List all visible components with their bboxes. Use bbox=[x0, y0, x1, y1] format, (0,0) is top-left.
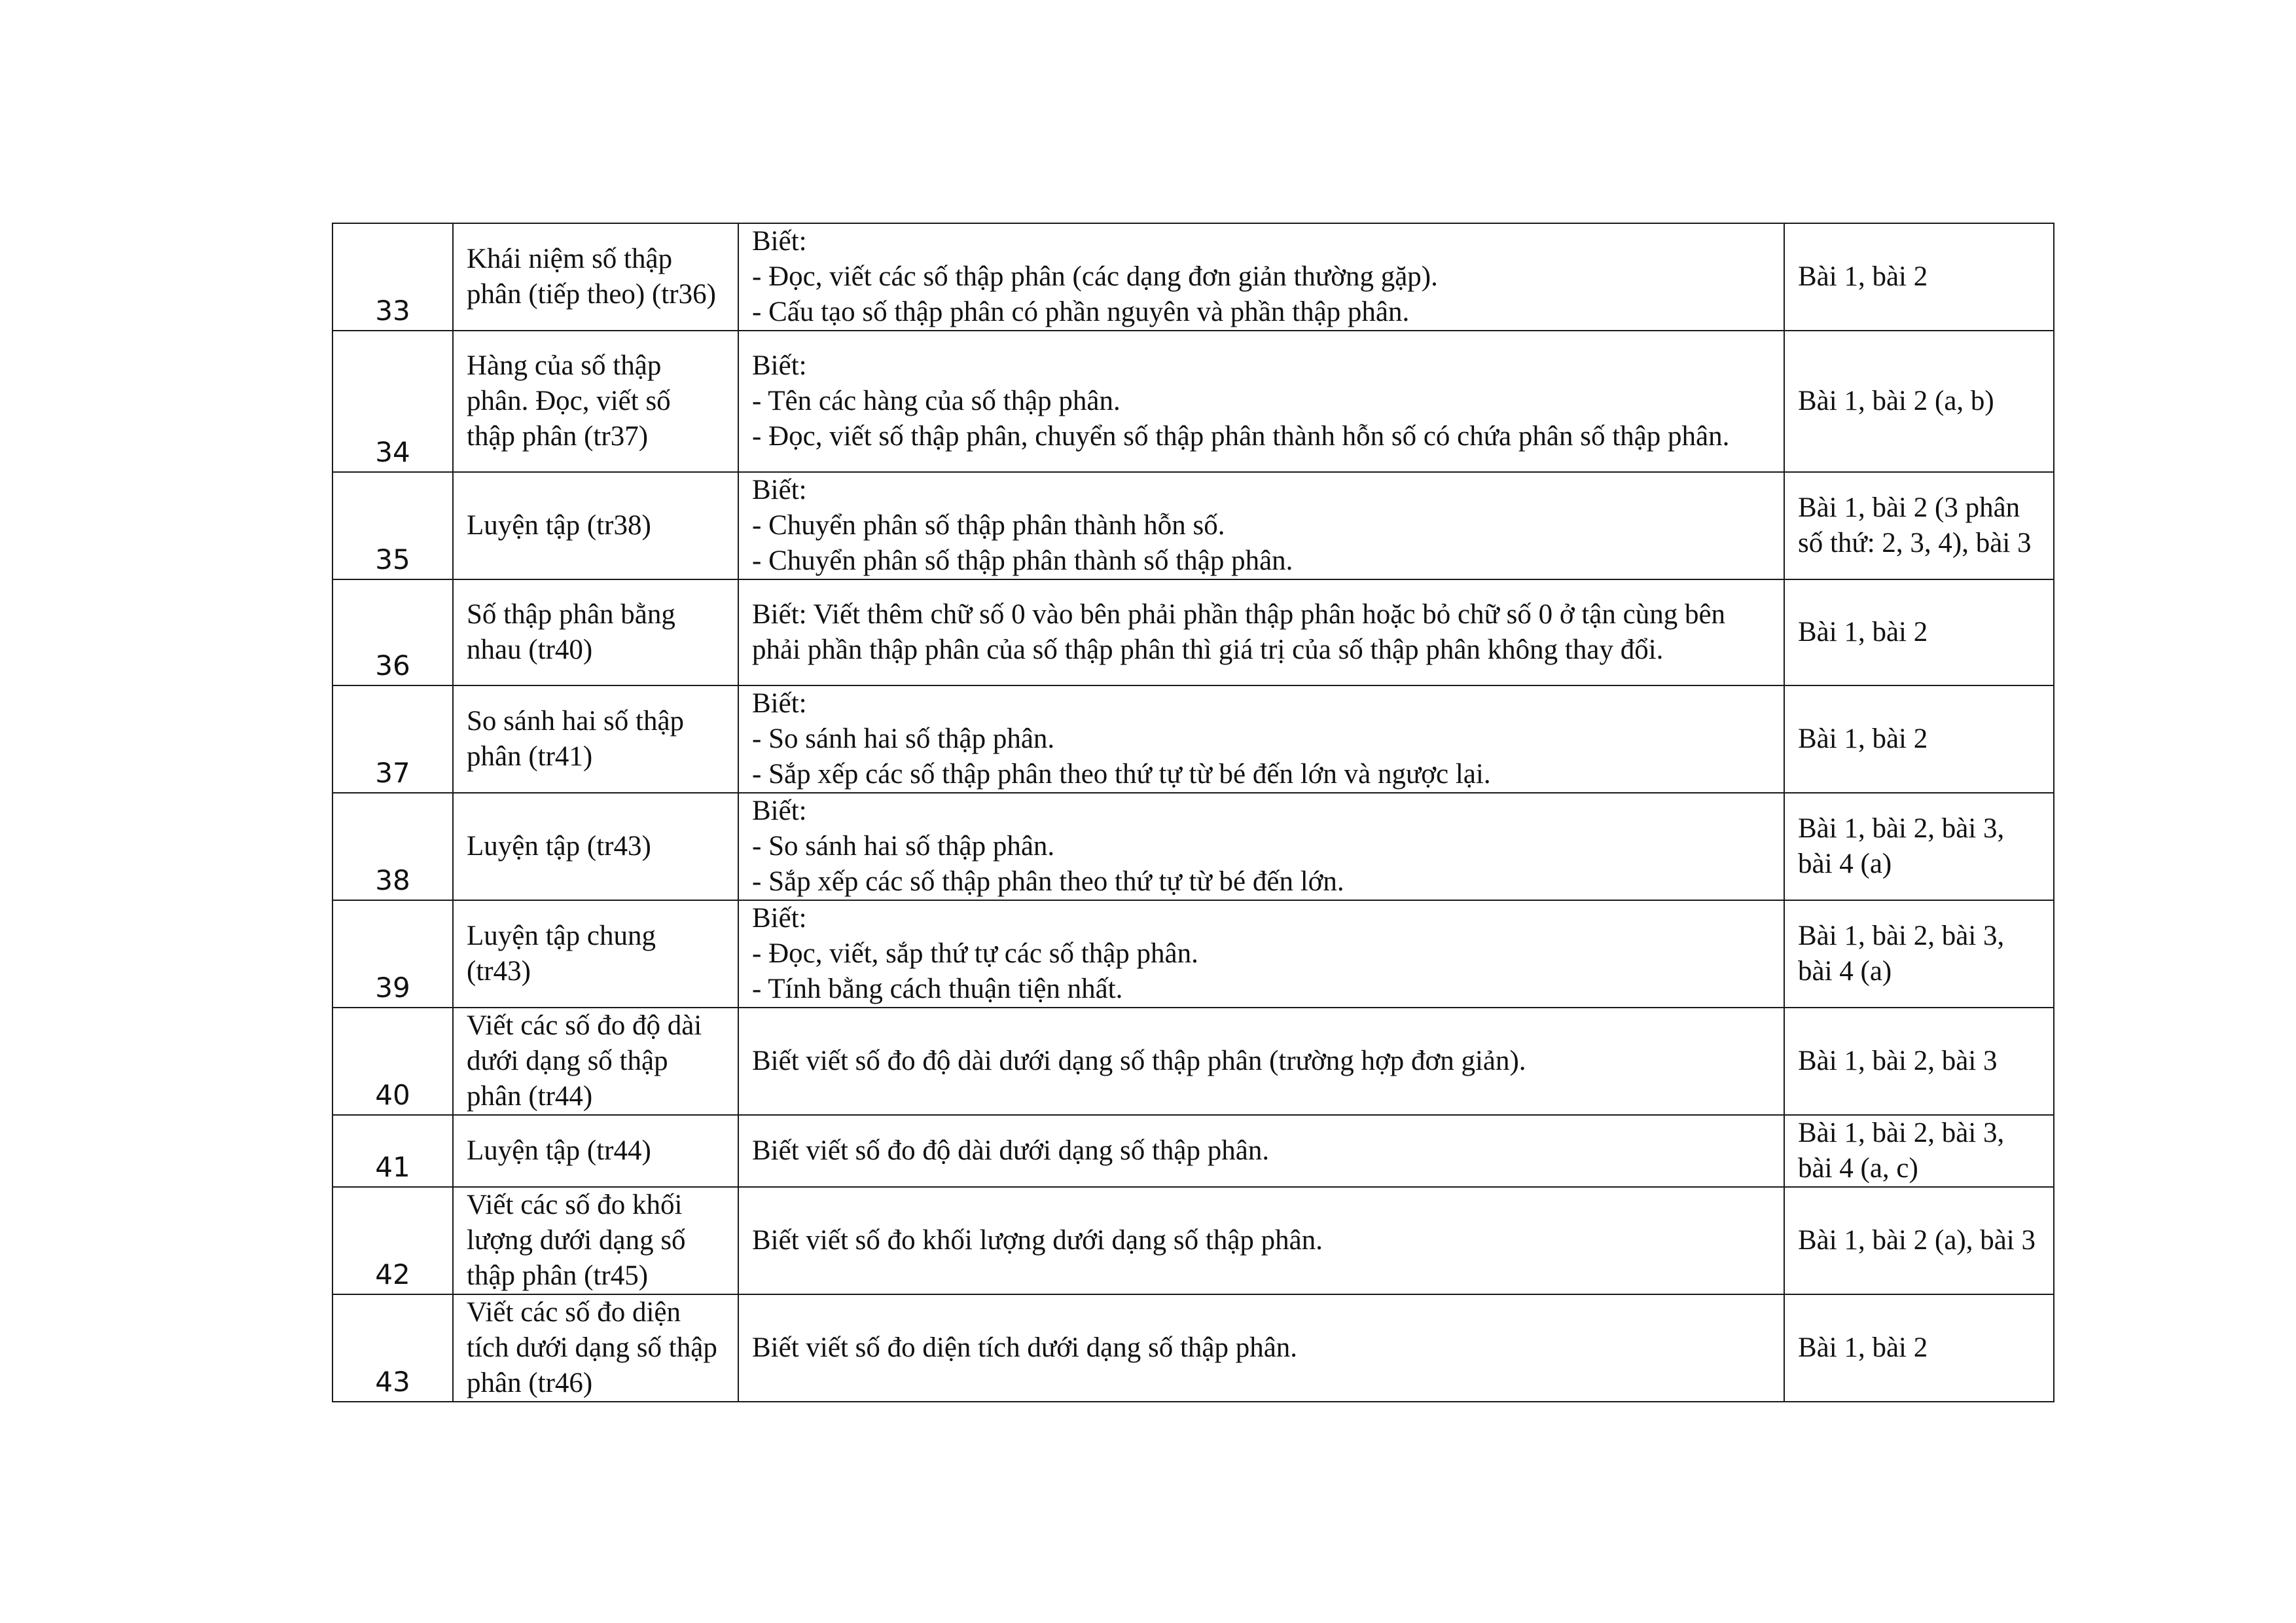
requirement-line: - Tính bằng cách thuận tiện nhất. bbox=[752, 974, 1123, 1004]
lesson-title: Viết các số đo khối lượng dưới dạng số thập phân (tr45) bbox=[453, 1187, 738, 1294]
lesson-exercises: Bài 1, bài 2, bài 3, bài 4 (a) bbox=[1784, 900, 2054, 1008]
requirement-line: Biết viết số đo độ dài dưới dạng số thập phân. bbox=[752, 1135, 1270, 1166]
requirement-line: Biết: bbox=[752, 795, 807, 826]
lesson-title: Khái niệm số thập phân (tiếp theo) (tr36) bbox=[453, 223, 738, 331]
lesson-requirements bbox=[738, 685, 1784, 793]
lesson-title: Luyện tập chung (tr43) bbox=[453, 900, 738, 1008]
requirement-line: Biết viết số đo khối lượng dưới dạng số thập phân. bbox=[752, 1225, 1323, 1256]
lesson-exercises: Bài 1, bài 2 bbox=[1784, 579, 2054, 685]
lesson-title: Luyện tập (tr43) bbox=[453, 793, 738, 900]
requirement-line: - Đọc, viết, sắp thứ tự các số thập phân. bbox=[752, 938, 1198, 969]
table-row bbox=[332, 685, 2054, 793]
lesson-title: Luyện tập (tr38) bbox=[453, 472, 738, 579]
lesson-number: 39 bbox=[332, 900, 453, 1008]
lesson-number: 37 bbox=[332, 685, 453, 793]
table-row bbox=[332, 331, 2054, 472]
lesson-table bbox=[332, 223, 2054, 1402]
requirement-line: - Sắp xếp các số thập phân theo thứ tự từ bé đến lớn. bbox=[752, 866, 1344, 897]
lesson-title: Hàng của số thập phân. Đọc, viết số thập phân (tr37) bbox=[453, 331, 738, 472]
lesson-requirements bbox=[738, 472, 1784, 579]
lesson-requirements bbox=[738, 1294, 1784, 1402]
lesson-number: 36 bbox=[332, 579, 453, 685]
lesson-exercises: Bài 1, bài 2 (a), bài 3 bbox=[1784, 1187, 2054, 1294]
requirement-line: - So sánh hai số thập phân. bbox=[752, 831, 1055, 862]
lesson-requirements bbox=[738, 900, 1784, 1008]
lesson-requirements bbox=[738, 223, 1784, 331]
requirement-line: - Tên các hàng của số thập phân. bbox=[752, 386, 1121, 416]
requirement-line: Biết: bbox=[752, 475, 807, 505]
lesson-requirements bbox=[738, 793, 1784, 900]
lesson-exercises: Bài 1, bài 2, bài 3, bài 4 (a) bbox=[1784, 793, 2054, 900]
lesson-number: 42 bbox=[332, 1187, 453, 1294]
table-row bbox=[332, 1008, 2054, 1115]
requirement-line: - Cấu tạo số thập phân có phần nguyên và phần thập phân. bbox=[752, 297, 1410, 327]
lesson-number: 41 bbox=[332, 1115, 453, 1187]
lesson-requirements bbox=[738, 1008, 1784, 1115]
requirement-line: Biết viết số đo độ dài dưới dạng số thập phân (trường hợp đơn giản). bbox=[752, 1046, 1526, 1076]
lesson-title: So sánh hai số thập phân (tr41) bbox=[453, 685, 738, 793]
requirement-line: - Chuyển phân số thập phân thành số thập phân. bbox=[752, 545, 1293, 576]
lesson-number: 38 bbox=[332, 793, 453, 900]
requirement-line: - Sắp xếp các số thập phân theo thứ tự từ bé đến lớn và ngược lại. bbox=[752, 759, 1491, 790]
requirement-line: Biết: bbox=[752, 226, 807, 257]
lesson-number: 34 bbox=[332, 331, 453, 472]
lesson-requirements bbox=[738, 1115, 1784, 1187]
table-body bbox=[332, 223, 2054, 1402]
table-row bbox=[332, 1187, 2054, 1294]
requirement-line: - So sánh hai số thập phân. bbox=[752, 723, 1055, 754]
lesson-number: 40 bbox=[332, 1008, 453, 1115]
requirement-line: Biết: bbox=[752, 903, 807, 934]
requirement-line: Biết viết số đo diện tích dưới dạng số thập phân. bbox=[752, 1332, 1298, 1363]
lesson-requirements bbox=[738, 1187, 1784, 1294]
lesson-exercises: Bài 1, bài 2 bbox=[1784, 223, 2054, 331]
table-row bbox=[332, 1115, 2054, 1187]
lesson-exercises: Bài 1, bài 2, bài 3, bài 4 (a, c) bbox=[1784, 1115, 2054, 1187]
requirement-line: Biết: bbox=[752, 350, 807, 381]
lesson-title: Viết các số đo diện tích dưới dạng số thập phân (tr46) bbox=[453, 1294, 738, 1402]
requirement-line: - Đọc, viết số thập phân, chuyển số thập phân thành hỗn số có chứa phân số thập phân. bbox=[752, 421, 1730, 452]
lesson-title: Số thập phân bằng nhau (tr40) bbox=[453, 579, 738, 685]
requirement-line: Biết: Viết thêm chữ số 0 vào bên phải phần thập phân hoặc bỏ chữ số 0 ở tận cùng bên phải phần thập phân của số thập phân thì giá trị của số thập phân không thay đổi. bbox=[752, 599, 1726, 665]
lesson-number: 43 bbox=[332, 1294, 453, 1402]
lesson-exercises: Bài 1, bài 2 (a, b) bbox=[1784, 331, 2054, 472]
lesson-number: 33 bbox=[332, 223, 453, 331]
lesson-requirements bbox=[738, 579, 1784, 685]
table-row bbox=[332, 579, 2054, 685]
lesson-exercises: Bài 1, bài 2 bbox=[1784, 685, 2054, 793]
lesson-title: Viết các số đo độ dài dưới dạng số thập phân (tr44) bbox=[453, 1008, 738, 1115]
lesson-title: Luyện tập (tr44) bbox=[453, 1115, 738, 1187]
table-row bbox=[332, 900, 2054, 1008]
requirement-line: - Đọc, viết các số thập phân (các dạng đơn giản thường gặp). bbox=[752, 261, 1438, 292]
lesson-requirements bbox=[738, 331, 1784, 472]
requirement-line: - Chuyển phân số thập phân thành hỗn số. bbox=[752, 510, 1225, 541]
lesson-exercises: Bài 1, bài 2 (3 phân số thứ: 2, 3, 4), bài 3 bbox=[1784, 472, 2054, 579]
table-row bbox=[332, 472, 2054, 579]
lesson-exercises: Bài 1, bài 2 bbox=[1784, 1294, 2054, 1402]
table-row bbox=[332, 1294, 2054, 1402]
requirement-line: Biết: bbox=[752, 688, 807, 719]
table-row bbox=[332, 223, 2054, 331]
lesson-number: 35 bbox=[332, 472, 453, 579]
lesson-exercises: Bài 1, bài 2, bài 3 bbox=[1784, 1008, 2054, 1115]
table-row bbox=[332, 793, 2054, 900]
